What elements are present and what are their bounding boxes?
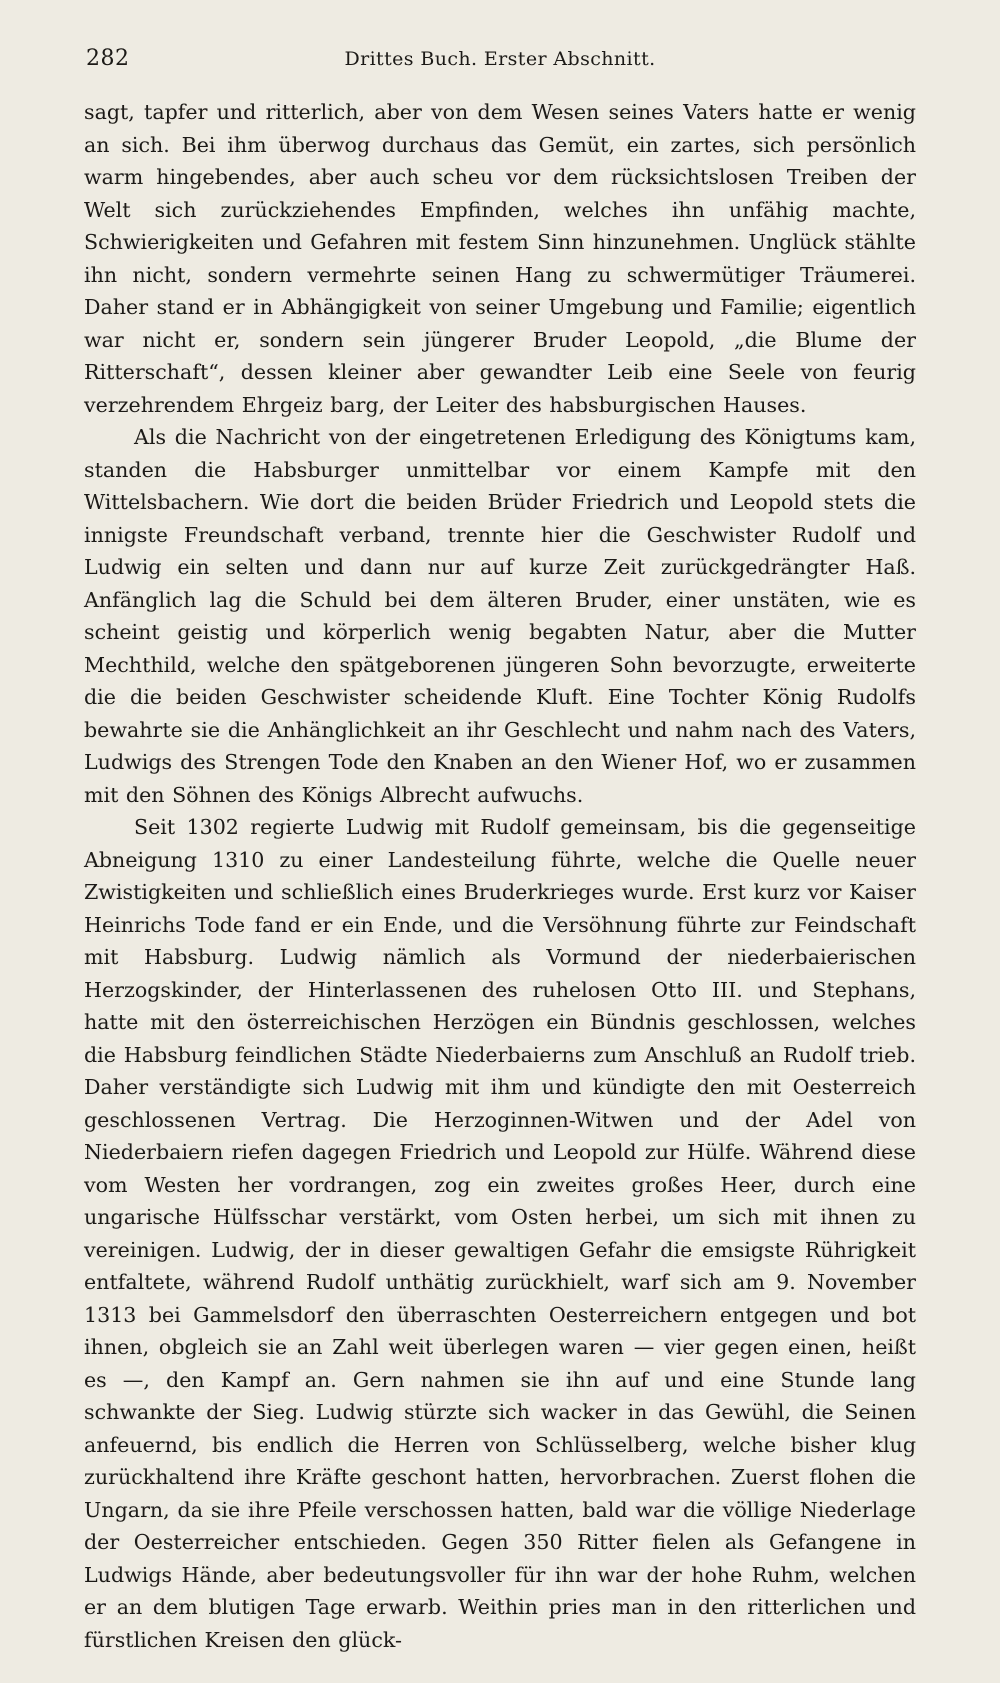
page-header <box>86 46 914 80</box>
paragraph-1: sagt, tapfer und ritterlich, aber von dem Wesen seines Vaters hatte er wenig an sich. Bei ihm überwog durchaus das Gemüt, ein zartes, sich persönlich warm hingebendes, aber auch scheu vor dem rücksichtslosen Treiben der Welt sich zurückziehendes Empfinden, welches ihn unfähig machte, Schwierigkeiten und Gefahren mit festem Sinn hinzunehmen. Unglück stählte ihn nicht, sondern vermehrte seinen Hang zu schwermütiger Träumerei. Daher stand er in Abhängigkeit von seiner Umgebung und Familie; eigentlich war nicht er, sondern sein jüngerer Bruder Leopold, „die Blume der Ritterschaft“, dessen kleiner aber gewandter Leib eine Seele von feurig verzehrendem Ehrgeiz barg, der Leiter des habsburgischen Hauses. <box>84 100 916 417</box>
paragraph-2: Als die Nachricht von der eingetretenen Erledigung des Königtums kam, standen die Habsburger unmittelbar vor einem Kampfe mit den Wittelsbachern. Wie dort die beiden Brüder Friedrich und Leopold stets die innigste Freundschaft verband, trennte hier die Geschwister Rudolf und Ludwig ein selten und dann nur auf kurze Zeit zurückgedrängter Haß. Anfänglich lag die Schuld bei dem älteren Bruder, einer unstäten, wie es scheint geistig und körperlich wenig begabten Natur, aber die Mutter Mechthild, welche den spätgeborenen jüngeren Sohn bevorzugte, erweiterte die die beiden Geschwister scheidende Kluft. Eine Tochter König Rudolfs bewahrte sie die Anhänglichkeit an ihr Geschlecht und nahm nach des Vaters, Ludwigs des Strengen Tode den Knaben an den Wiener Hof, wo er zusammen mit den Söhnen des Königs Albrecht aufwuchs. <box>84 425 916 807</box>
paragraph-3: Seit 1302 regierte Ludwig mit Rudolf gemeinsam, bis die gegenseitige Abneigung 1310 zu einer Landesteilung führte, welche die Quelle neuer Zwistigkeiten und schließlich eines Bruderkrieges wurde. Erst kurz vor Kaiser Heinrichs Tode fand er ein Ende, und die Versöhnung führte zur Feindschaft mit Habsburg. Ludwig nämlich als Vormund der niederbaierischen Herzogskinder, der Hinterlassenen des ruhelosen Otto III. und Stephans, hatte mit den österreichischen Herzögen ein Bündnis geschlossen, welches die Habsburg feindlichen Städte Niederbaierns zum Anschluß an Rudolf trieb. Daher verständigte sich Ludwig mit ihm und kündigte den mit Oesterreich geschlossenen Vertrag. Die Herzoginnen-Witwen und der Adel von Niederbaiern riefen dagegen Friedrich und Leopold zur Hülfe. Während diese vom Westen her vordrangen, zog ein zweites großes Heer, durch eine ungarische Hülfsschar verstärkt, vom Osten herbei, um sich mit ihnen zu vereinigen. Ludwig, der in dieser gewaltigen Gefahr die emsigste Rührigkeit entfaltete, während Rudolf unthätig zurückhielt, warf sich am 9. November 1313 bei Gammelsdorf den überraschten Oesterreichern entgegen und bot ihnen, obgleich sie an Zahl weit überlegen waren — vier gegen einen, heißt es —, den Kampf an. Gern nahmen sie ihn auf und eine Stunde lang schwankte der Sieg. Ludwig stürzte sich wacker in das Gewühl, die Seinen anfeuernd, bis endlich die Herren von Schlüsselberg, welche bisher klug zurückhaltend ihre Kräfte geschont hatten, hervorbrachen. Zuerst flohen die Ungarn, da sie ihre Pfeile verschossen hatten, bald war die völlige Niederlage der Oesterreicher entschieden. Gegen 350 Ritter fielen als Gefangene in Ludwigs Hände, aber bedeutungsvoller für ihn war der hohe Ruhm, welchen er an dem blutigen Tage erwarb. Weithin pries man in den ritterlichen und fürstlichen Kreisen den glück- <box>84 815 916 1652</box>
running-head: Drittes Buch. Erster Abschnitt. <box>344 48 656 70</box>
body-text <box>84 96 916 1656</box>
page-number: 282 <box>86 46 130 71</box>
